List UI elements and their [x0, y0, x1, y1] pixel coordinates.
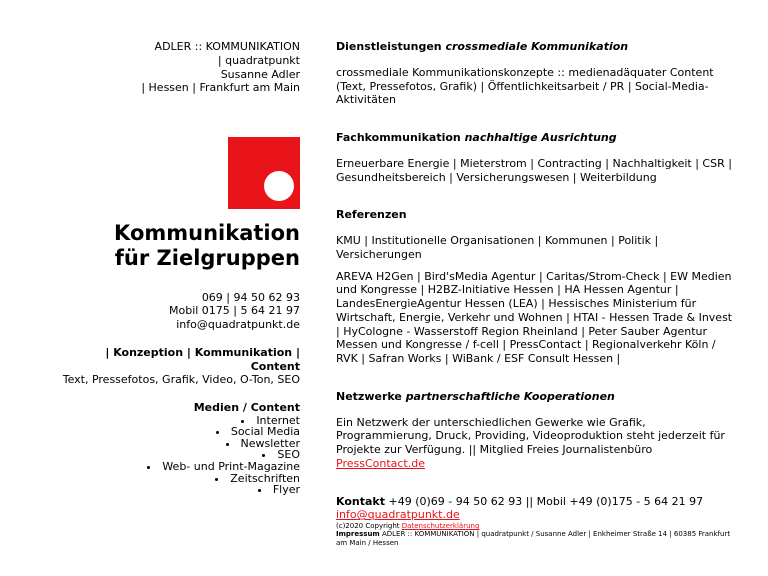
header-block: [60, 40, 300, 95]
email-address: info@quadratpunkt.de: [176, 318, 300, 332]
section-netzwerke: [336, 390, 736, 471]
footer-email-link[interactable]: info@quadratpunkt.de: [336, 508, 460, 522]
list-item: • Social Media: [60, 426, 300, 438]
right-column: [336, 40, 736, 547]
section-text: Erneuerbare Energie | Mieterstrom | Contracting | Nachhaltigkeit | CSR | Gesundheitsbereich | Versicherungswesen | Weiterbildung: [336, 156, 732, 184]
impressum-line: [336, 530, 736, 547]
section-text: KMU | Institutionelle Organisationen | Kommunen | Politik | Versicherungen: [336, 234, 659, 261]
left-column: [60, 40, 300, 496]
section-title-text: Dienstleistungen: [336, 40, 446, 53]
section-text: AREVA H2Gen | Bird'sMedia Agentur | Caritas/Strom-Check | EW Medien und Kongresse | H2BZ-Initiative Hessen | HA Hessen Agentur | LandesEnergieAgentur Hessen (LEA) | Hessisches Ministerium für Wirtschaft, Energie, Verkehr und Wohnen | HTAI - Hessen Trade & Invest | HyCologne - Wasserstoff Region Rheinland | Peter Sauber Agentur Messen und Kongresse / f-cell | PressContact | Regionalverkehr Köln / RVK | Safran Works | WiBank / ESF Consult Hessen |: [336, 269, 733, 365]
headline-line-2: für Zielgruppen: [114, 245, 300, 270]
header-line: Susanne Adler: [220, 67, 300, 81]
list-item: • Flyer: [60, 484, 300, 496]
contact-block: [60, 291, 300, 332]
section-title-emphasis: partnerschaftliche Kooperationen: [405, 389, 615, 403]
header-line: ADLER :: KOMMUNIKATION: [154, 40, 300, 53]
presscontact-link[interactable]: PressContact.de: [336, 456, 425, 470]
header-line: | quadratpunkt: [217, 53, 300, 67]
mobile-number: Mobil 0175 | 5 64 21 97: [169, 304, 300, 318]
copyright-line: [336, 522, 736, 530]
list-item: • Newsletter: [60, 438, 300, 450]
list-item: • Zeitschriften: [60, 473, 300, 485]
section-title: Referenzen: [336, 208, 407, 222]
section-text: [336, 416, 736, 471]
footer-contact: [336, 495, 736, 509]
section-title: [336, 40, 736, 54]
impressum-text: ADLER :: KOMMUNIKATION | quadratpunkt / Susanne Adler | Enkheimer Straße 14 | 60385 Frankfurt am Main / Hessen: [336, 530, 731, 547]
impressum-label: Impressum: [336, 530, 380, 539]
section-text: crossmediale Kommunikationskonzepte :: medienadäquater Content (Text, Pressefotos, Grafik) | Öffentlichkeitsarbeit / PR | Social-Media-Aktivitäten: [336, 65, 714, 107]
copyright-text: (c)2020 Copyright: [336, 522, 402, 530]
section-title: [336, 390, 736, 404]
kontakt-text: +49 (0)69 - 94 50 62 93 || Mobil +49 (0)175 - 5 64 21 97: [384, 494, 704, 508]
section-referenzen: [336, 208, 736, 366]
list-item: • Internet: [60, 415, 300, 427]
list-item: • SEO: [60, 449, 300, 461]
section-title-text: Fachkommunikation: [336, 131, 465, 144]
section-fachkommunikation: [336, 131, 736, 184]
headline-line-1: Kommunikation: [114, 221, 300, 245]
netz-text: Ein Netzwerk der unterschiedlichen Gewerke wie Grafik, Programmierung, Druck, Providing, Videoproduktion steht jederzeit für Projekte zur Verfügung. || Mitglied Freies Journalistenbüro: [336, 415, 725, 456]
headline: [60, 221, 300, 271]
section-title: [336, 131, 736, 145]
phone-number: 069 | 94 50 62 93: [201, 290, 300, 304]
kontakt-label: Kontakt: [336, 494, 385, 508]
section-title-emphasis: nachhaltige Ausrichtung: [464, 131, 617, 144]
media-list: [60, 415, 300, 496]
list-item: • Web- und Print-Magazine: [60, 461, 300, 473]
quadratpunkt-logo: [228, 137, 300, 209]
media-title: Medien / Content: [193, 401, 300, 415]
footer: [336, 495, 736, 548]
services-title: | Konzeption | Kommunikation | Content: [105, 345, 300, 373]
section-title-emphasis: crossmediale Kommunikation: [445, 40, 629, 53]
header-line: | Hessen | Frankfurt am Main: [141, 81, 300, 95]
privacy-link[interactable]: Datenschutzerklärung: [401, 522, 480, 530]
services-block: [60, 346, 300, 387]
services-subtitle: Text, Pressefotos, Grafik, Video, O-Ton, SEO: [62, 373, 300, 387]
logo-dot: [264, 171, 294, 201]
media-block: [60, 401, 300, 496]
section-dienstleistungen: [336, 40, 736, 107]
section-title-text: Netzwerke: [336, 389, 406, 403]
